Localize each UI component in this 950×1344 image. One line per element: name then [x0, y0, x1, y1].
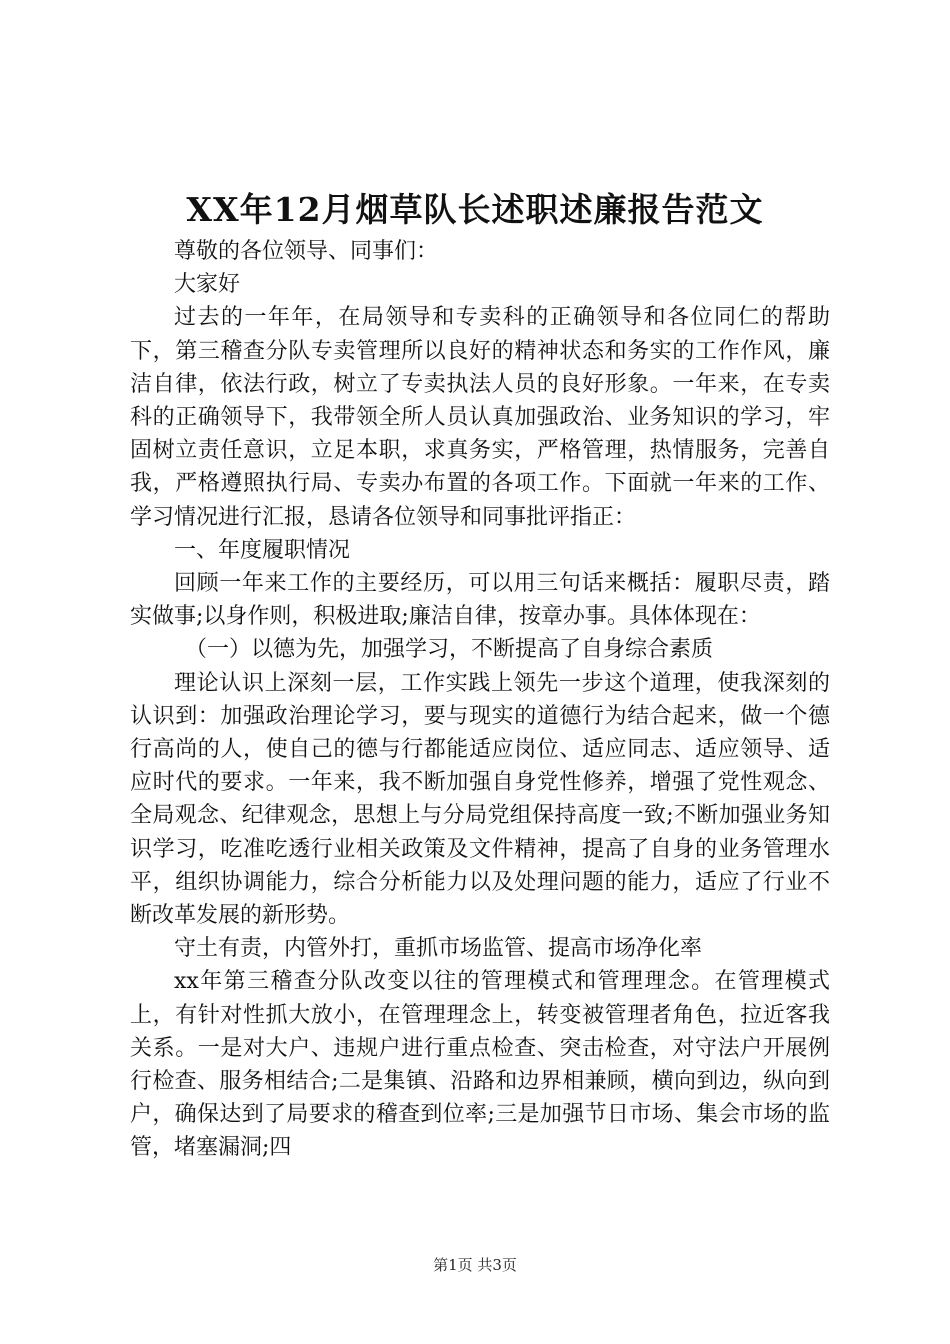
document-body [130, 235, 830, 1165]
greeting: 大家好 [174, 272, 241, 298]
salutation: 尊敬的各位领导、同事们： [174, 239, 439, 264]
page-number: 第1页 共3页 [433, 1256, 517, 1274]
document-title: XX年12月烟草队长述职述廉报告范文 [186, 190, 764, 229]
paragraph-summary: 回顾一年来工作的主要经历，可以用三句话来概括：履职尽责，踏实做事;以身作则，积极进取;廉洁自律，按章办事。具体体现在： [130, 571, 830, 630]
section-heading-1: 一、年度履职情况 [174, 537, 351, 563]
subsection-heading-2: 守土有责，内管外打，重抓市场监管、提高市场净化率 [174, 936, 703, 962]
paragraph-study: 理论认识上深刻一层，工作实践上领先一步这个道理，使我深刻的认识到：加强政治理论学习，要与现实的道德行为结合起来，做一个德行高尚的人，使自己的德与行都能适应岗位、适应同志、适应领导、适应时代的要求。一年来，我不断加强自身党性修养，增强了党性观念、全局观念、纪律观念，思想上与分局党组保持高度一致;不断加强业务知识学习，吃准吃透行业相关政策及文件精神，提高了自身的业务管理水平，组织协调能力，综合分析能力以及处理问题的能力，适应了行业不断改革发展的新形势。 [130, 670, 830, 929]
paragraph-intro: 过去的一年年，在局领导和专卖科的正确领导和各位同仁的帮助下，第三稽查分队专卖管理所以良好的精神状态和务实的工作作风，廉洁自律，依法行政，树立了专卖执法人员的良好形象。一年来，在专卖科的正确领导下，我带领全所人员认真加强政治、业务知识的学习，牢固树立责任意识，立足本职，求真务实，严格管理，热情服务，完善自我，严格遵照执行局、专卖办布置的各项工作。下面就一年来的工作、学习情况进行汇报，恳请各位领导和同事批评指正： [130, 305, 830, 530]
subsection-heading-1: （一）以德为先，加强学习，不断提高了自身综合素质 [185, 637, 714, 663]
paragraph-management: xx年第三稽查分队改变以往的管理模式和管理理念。在管理模式上，有针对性抓大放小，在管理理念上，转变被管理者角色，拉近客我关系。一是对大户、违规户进行重点检查、突击检查，对守法户开展例行检查、服务相结合;二是集镇、沿路和边界相兼顾，横向到边，纵向到户，确保达到了局要求的稽查到位率;三是加强节日市场、集会市场的监管，堵塞漏洞;四 [130, 969, 830, 1161]
